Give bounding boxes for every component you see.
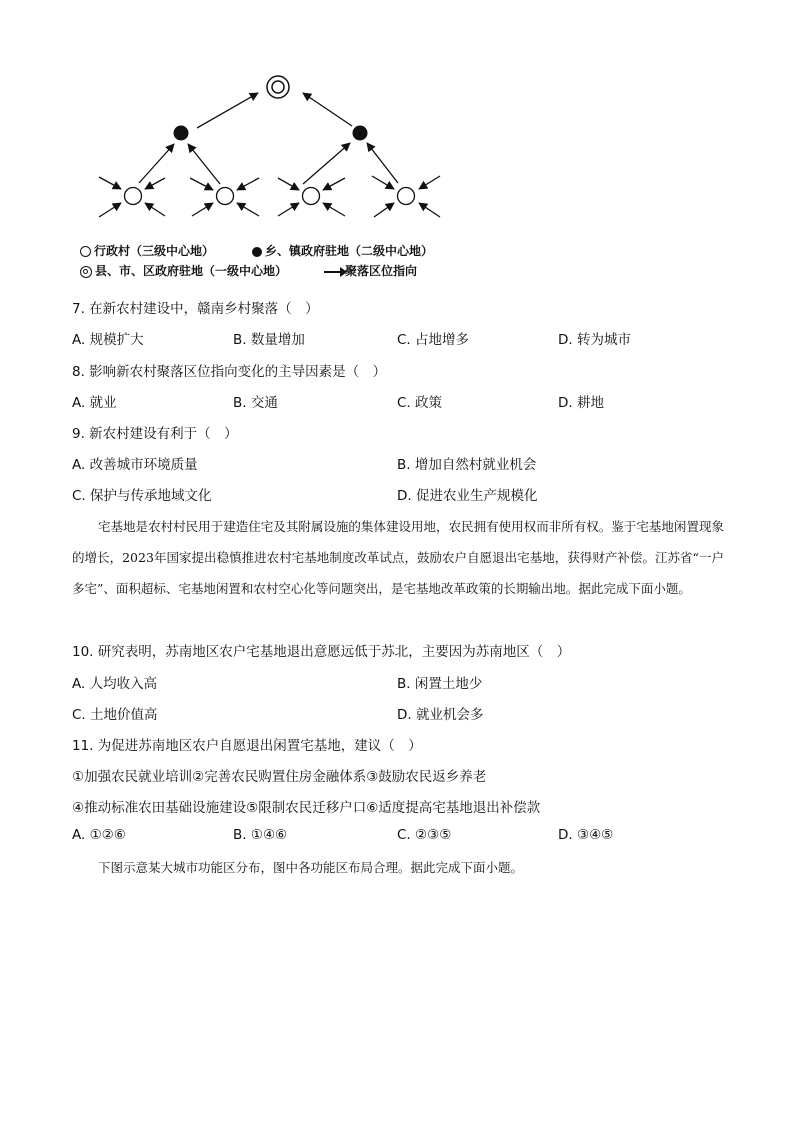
legend-county: 县、市、区政府驻地（一级中心地） — [80, 262, 287, 279]
q11-statements-line-1: ①加强农民就业培训②完善农民购置住房金融体系③鼓励农民返乡养老 — [72, 769, 487, 785]
passage-homestead: 宅基地是农村村民用于建造住宅及其附属设施的集体建设用地，农民拥有使用权而非所有权。鉴于宅基地闲置现象的增长，2023年国家提出稳慎推进农村宅基地制度改革试点，鼓励农户自愿退出宅基地，获得财产补偿。江苏省“一户多宅”、面积超标、宅基地闲置和农村空心化等问题突出，是宅基地改革政策的长期输出地。据此完成下面小题。 — [72, 519, 724, 596]
solid-circle-icon — [252, 247, 262, 257]
arrow-right-icon — [324, 271, 342, 273]
q7-option-a[interactable]: A. 规模扩大 — [72, 332, 144, 348]
q10-option-b[interactable]: B. 闲置土地少 — [397, 676, 483, 692]
q9-option-a[interactable]: A. 改善城市环境质量 — [72, 457, 198, 473]
q8-option-c[interactable]: C. 政策 — [397, 395, 443, 411]
q11-option-b[interactable]: B. ①④⑥ — [233, 827, 288, 843]
q7-option-c[interactable]: C. 占地增多 — [397, 332, 470, 348]
q11-option-c[interactable]: C. ②③⑤ — [397, 827, 452, 843]
question-10-stem: 10. 研究表明，苏南地区农户宅基地退出意愿远低于苏北，主要因为苏南地区（ ） — [72, 644, 571, 660]
open-circle-icon — [80, 246, 91, 257]
q7-option-d[interactable]: D. 转为城市 — [558, 332, 631, 348]
q10-option-d[interactable]: D. 就业机会多 — [397, 707, 484, 723]
double-circle-icon — [80, 266, 92, 278]
question-8-stem: 8. 影响新农村聚落区位指向变化的主导因素是（ ） — [72, 364, 387, 380]
q10-option-c[interactable]: C. 土地价值高 — [72, 707, 158, 723]
q10-option-a[interactable]: A. 人均收入高 — [72, 676, 158, 692]
question-7-stem: 7. 在新农村建设中，赣南乡村聚落（ ） — [72, 301, 319, 317]
legend-village: 行政村（三级中心地） — [80, 242, 214, 259]
settlement-hierarchy-diagram — [0, 0, 794, 240]
q11-option-d[interactable]: D. ③④⑤ — [558, 827, 614, 843]
q11-option-a[interactable]: A. ①②⑥ — [72, 827, 126, 843]
q8-option-b[interactable]: B. 交通 — [233, 395, 278, 411]
q9-option-d[interactable]: D. 促进农业生产规模化 — [397, 488, 538, 504]
legend-pointer: 聚落区位指向 — [324, 262, 417, 279]
legend-township: 乡、镇政府驻地（二级中心地） — [252, 242, 433, 259]
q11-statements-line-2: ④推动标准农田基础设施建设⑤限制农民迁移户口⑥适度提高宅基地退出补偿款 — [72, 800, 541, 816]
q8-option-a[interactable]: A. 就业 — [72, 395, 117, 411]
passage-city-function: 下图示意某大城市功能区分布，图中各功能区布局合理。据此完成下面小题。 — [98, 860, 524, 875]
q7-option-b[interactable]: B. 数量增加 — [233, 332, 305, 348]
question-9-stem: 9. 新农村建设有利于（ ） — [72, 426, 238, 442]
q9-option-b[interactable]: B. 增加自然村就业机会 — [397, 457, 537, 473]
q9-option-c[interactable]: C. 保护与传承地域文化 — [72, 488, 212, 504]
question-11-stem: 11. 为促进苏南地区农户自愿退出闲置宅基地，建议（ ） — [72, 738, 422, 754]
q8-option-d[interactable]: D. 耕地 — [558, 395, 604, 411]
